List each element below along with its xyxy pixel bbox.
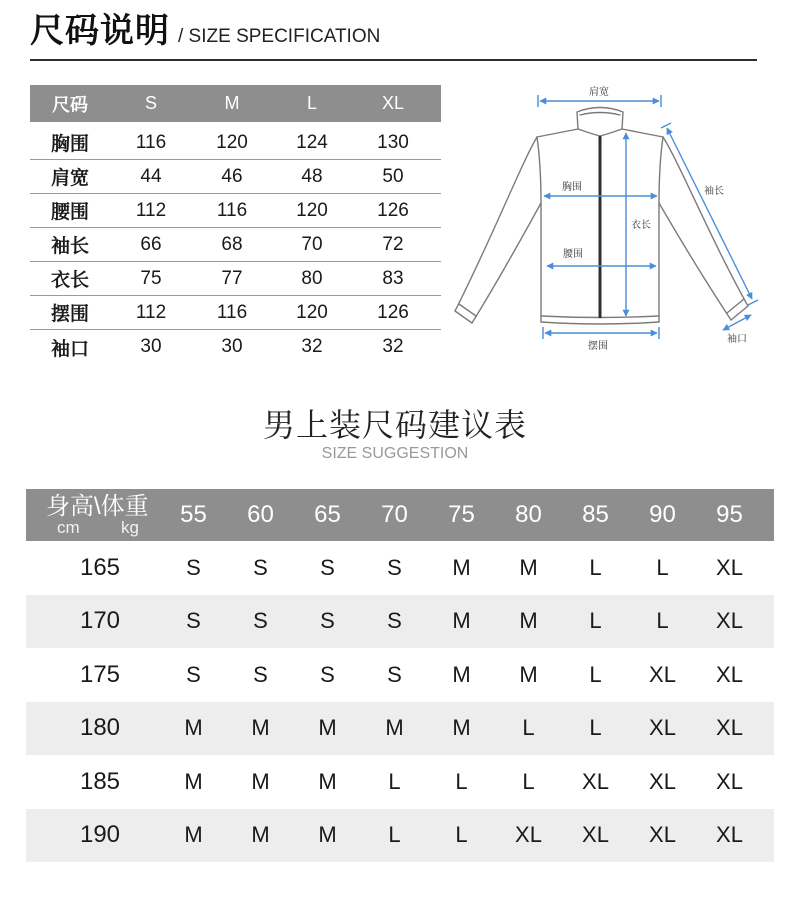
size-cell: M: [251, 768, 270, 794]
size-spec-row-label: 肩宽: [50, 168, 89, 189]
collar-inner-line: [580, 113, 620, 116]
size-spec-table: [30, 85, 441, 364]
weight-header-cell: 95: [716, 501, 743, 528]
size-spec-value: 48: [301, 165, 323, 187]
size-cell: S: [253, 661, 268, 687]
right-armhole-seam: [659, 137, 663, 203]
sleeve-length-label: 袖长: [704, 186, 724, 197]
size-cell: S: [387, 608, 402, 634]
weight-header-cell: 55: [180, 501, 207, 528]
size-spec-value: 120: [296, 199, 328, 221]
size-spec-row-label: 摆围: [50, 304, 89, 325]
size-cell: S: [320, 661, 335, 687]
size-cell: S: [186, 661, 201, 687]
suggestion-header-row: [26, 489, 774, 541]
size-cell: XL: [716, 661, 743, 687]
size-spec-header-cell: L: [306, 93, 317, 113]
shoulder-width-label: 肩宽: [589, 87, 609, 98]
size-spec-row: [30, 126, 441, 160]
size-cell: M: [184, 768, 203, 794]
size-cell: XL: [649, 661, 676, 687]
size-spec-header-cell: M: [224, 93, 240, 113]
size-spec-value: 68: [221, 233, 243, 255]
size-spec-value: 70: [301, 233, 323, 255]
size-spec-row-label: 袖长: [50, 236, 89, 257]
size-spec-value: 83: [382, 267, 404, 289]
size-spec-header-cell: S: [144, 93, 157, 113]
size-cell: S: [320, 608, 335, 634]
size-spec-header-cell: 尺码: [52, 94, 88, 115]
size-spec-value: 32: [301, 336, 323, 357]
size-spec-value: 80: [301, 267, 323, 289]
size-spec-value: 120: [296, 301, 328, 323]
cuff-measure-line: [723, 315, 751, 330]
size-cell: M: [385, 715, 404, 741]
weight-header-cell: 80: [515, 501, 542, 528]
size-spec-row: [30, 228, 441, 262]
weight-header-cell: 65: [314, 501, 341, 528]
size-cell: XL: [716, 768, 743, 794]
size-cell: XL: [515, 822, 542, 848]
size-cell: L: [522, 715, 535, 741]
size-cell: S: [387, 554, 402, 580]
size-cell: XL: [716, 822, 743, 848]
size-cell: L: [589, 715, 602, 741]
size-cell: M: [318, 715, 337, 741]
left-armhole-seam: [537, 137, 541, 203]
left-shoulder-seam: [537, 129, 578, 137]
size-cell: S: [186, 554, 201, 580]
size-spec-value: 116: [216, 301, 248, 323]
size-cell: L: [589, 608, 602, 634]
neckline: [578, 129, 622, 136]
suggestion-title: 男上装尺码建议表: [262, 407, 527, 443]
corner-label: 身高\体重: [46, 493, 149, 520]
page-title: 尺码说明: [30, 12, 170, 50]
suggestion-row: [26, 595, 774, 649]
size-spec-value: 112: [135, 199, 167, 221]
section-header: [30, 10, 380, 52]
height-cell: 165: [79, 553, 121, 581]
size-spec-row-label: 胸围: [50, 134, 89, 155]
size-cell: M: [452, 715, 471, 741]
size-cell: L: [388, 822, 401, 848]
size-cell: M: [519, 661, 538, 687]
right-sleeve-inner: [659, 203, 731, 320]
collar-outline: [577, 108, 623, 130]
size-cell: S: [320, 554, 335, 580]
size-spec-row: [30, 296, 441, 330]
size-spec-value: 46: [221, 165, 243, 187]
size-spec-row-label: 衣长: [50, 270, 89, 291]
size-cell: L: [455, 768, 468, 794]
height-cell: 180: [79, 714, 121, 742]
body-length-label: 衣长: [631, 220, 651, 231]
suggestion-row: [26, 702, 774, 756]
size-cell: M: [452, 554, 471, 580]
sleeve-length-tick-top: [661, 123, 671, 128]
size-spec-value: 126: [377, 199, 409, 221]
size-cell: M: [184, 822, 203, 848]
jacket-measurement-diagram: [448, 78, 768, 363]
size-cell: XL: [649, 715, 676, 741]
size-spec-value: 124: [296, 131, 328, 153]
corner-header-cell: [26, 489, 160, 541]
size-cell: XL: [716, 554, 743, 580]
height-cell: 190: [79, 821, 121, 849]
hem-label: 摆围: [588, 341, 608, 352]
size-spec-value: 32: [382, 336, 404, 357]
title-divider: [30, 59, 757, 61]
size-cell: M: [519, 608, 538, 634]
size-spec-value: 116: [216, 199, 248, 221]
left-sleeve-inner: [472, 203, 541, 323]
size-suggestion-table: [26, 489, 774, 862]
weight-header-cell: 90: [649, 501, 676, 528]
weight-header-cell: 85: [582, 501, 609, 528]
weight-header-cell: 75: [448, 501, 475, 528]
size-spec-body: [30, 126, 441, 364]
size-spec-row: [30, 262, 441, 296]
size-spec-header-cell: XL: [381, 93, 405, 113]
chest-label: 胸围: [562, 182, 582, 193]
size-cell: M: [184, 715, 203, 741]
page-subtitle: / SIZE SPECIFICATION: [178, 26, 381, 47]
suggestion-row: [26, 648, 774, 702]
left-cuff-band: [459, 304, 476, 316]
suggestion-row: [26, 541, 774, 595]
size-spec-value: 30: [221, 336, 243, 357]
sleeve-length-tick-bottom: [748, 300, 758, 305]
size-cell: M: [318, 822, 337, 848]
weight-unit: kg: [121, 518, 139, 537]
size-spec-value: 50: [382, 165, 404, 187]
size-spec-header-row: [30, 85, 441, 122]
size-cell: L: [522, 768, 535, 794]
size-spec-value: 66: [140, 233, 162, 255]
height-cell: 170: [79, 607, 121, 635]
size-spec-value: 120: [216, 131, 248, 153]
size-spec-row: [30, 330, 441, 364]
left-cuff: [455, 311, 472, 323]
hem-edge: [541, 322, 659, 324]
waist-label: 腰围: [563, 249, 583, 260]
height-cell: 175: [79, 660, 121, 688]
size-cell: L: [656, 554, 669, 580]
size-cell: L: [656, 608, 669, 634]
size-spec-value: 30: [140, 336, 162, 357]
size-spec-row: [30, 160, 441, 194]
size-spec-row-label: 袖口: [50, 338, 89, 360]
size-cell: XL: [582, 822, 609, 848]
jacket-outline: [455, 108, 748, 325]
size-cell: M: [251, 822, 270, 848]
size-cell: XL: [582, 768, 609, 794]
size-cell: L: [589, 554, 602, 580]
size-cell: M: [452, 608, 471, 634]
weight-header-cell: 70: [381, 501, 408, 528]
height-unit: cm: [57, 518, 80, 537]
size-spec-value: 116: [135, 131, 167, 153]
size-cell: M: [452, 661, 471, 687]
size-cell: S: [253, 554, 268, 580]
sleeve-length-measure-line: [667, 128, 752, 299]
size-spec-value: 75: [140, 267, 162, 289]
size-cell: XL: [716, 715, 743, 741]
size-spec-value: 130: [377, 131, 409, 153]
size-cell: S: [253, 608, 268, 634]
height-cell: 185: [79, 767, 121, 795]
cuff-label: 袖口: [727, 334, 747, 345]
size-cell: S: [186, 608, 201, 634]
size-cell: L: [388, 768, 401, 794]
size-cell: XL: [649, 822, 676, 848]
size-cell: L: [589, 661, 602, 687]
size-spec-row-label: 腰围: [50, 202, 89, 223]
right-shoulder-seam: [622, 129, 663, 137]
weight-header-cell: 60: [247, 501, 274, 528]
size-cell: M: [519, 554, 538, 580]
size-cell: XL: [649, 768, 676, 794]
size-cell: M: [318, 768, 337, 794]
suggestion-row: [26, 809, 774, 863]
size-spec-row: [30, 194, 441, 228]
size-spec-value: 72: [382, 233, 404, 255]
suggestion-subtitle: SIZE SUGGESTION: [321, 445, 469, 462]
size-cell: XL: [716, 608, 743, 634]
size-cell: L: [455, 822, 468, 848]
size-spec-value: 126: [377, 301, 409, 323]
size-spec-value: 77: [221, 267, 243, 289]
size-cell: M: [251, 715, 270, 741]
size-spec-value: 112: [135, 301, 167, 323]
suggestion-row: [26, 755, 774, 809]
size-spec-value: 44: [140, 165, 162, 187]
size-cell: S: [387, 661, 402, 687]
left-sleeve-outer: [455, 137, 537, 311]
